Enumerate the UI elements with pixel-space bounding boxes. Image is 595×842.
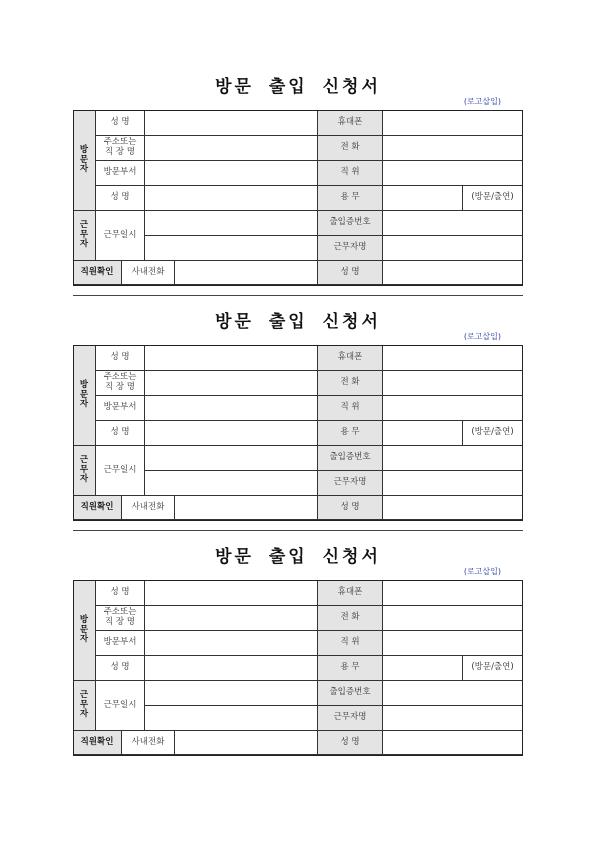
visitor-name-label: 성 명 (96, 346, 145, 371)
address-field[interactable] (145, 606, 318, 631)
business-field[interactable] (383, 186, 463, 211)
worker-group-label: 근 무 자 (73, 681, 96, 731)
mobile-label: 휴대폰 (318, 346, 383, 371)
worker-name-field[interactable] (383, 236, 523, 261)
worker-name-field[interactable] (383, 471, 523, 496)
form-title: 방문 출입 신청서 (215, 547, 381, 567)
position-label: 직 위 (318, 631, 383, 656)
mobile-label: 휴대폰 (318, 111, 383, 136)
host-name-field[interactable] (145, 421, 318, 446)
visitor-group-label: 방 문 자 (73, 111, 96, 211)
worker-name-field[interactable] (383, 706, 523, 731)
host-name-label: 성 명 (96, 186, 145, 211)
visitor-name-label: 성 명 (96, 111, 145, 136)
visitor-name-field[interactable] (145, 581, 318, 606)
business-option: (방문/출연) (463, 421, 523, 446)
staff-confirm-label: 직원확인 (73, 731, 122, 755)
address-label: 주소또는 직 장 명 (96, 606, 145, 631)
position-field[interactable] (383, 631, 523, 656)
staff-confirm-label: 직원확인 (73, 261, 122, 285)
work-datetime-label: 근무일시 (96, 681, 145, 731)
internal-phone-field[interactable] (175, 496, 318, 520)
phone-label: 전 화 (318, 136, 383, 161)
position-label: 직 위 (318, 161, 383, 186)
visit-dept-label: 방문부서 (96, 161, 145, 186)
logo-placeholder: (로고삽입) (463, 567, 501, 576)
work-datetime-label: 근무일시 (96, 211, 145, 261)
business-label: 용 무 (318, 421, 383, 446)
confirm-name-field[interactable] (383, 496, 523, 520)
logo-placeholder: (로고삽입) (463, 97, 501, 106)
mobile-field[interactable] (383, 581, 523, 606)
address-label: 주소또는 직 장 명 (96, 371, 145, 396)
host-name-field[interactable] (145, 656, 318, 681)
pass-number-label: 출입증번호 (318, 446, 383, 471)
staff-confirm-label: 직원확인 (73, 496, 122, 520)
confirm-name-label: 성 명 (318, 496, 383, 520)
phone-field[interactable] (383, 136, 523, 161)
confirm-name-field[interactable] (383, 731, 523, 755)
confirm-name-label: 성 명 (318, 731, 383, 755)
business-label: 용 무 (318, 186, 383, 211)
phone-label: 전 화 (318, 371, 383, 396)
phone-field[interactable] (383, 606, 523, 631)
business-label: 용 무 (318, 656, 383, 681)
pass-number-field[interactable] (383, 211, 523, 236)
work-datetime-field-2[interactable] (145, 471, 318, 496)
internal-phone-label: 사내전화 (122, 731, 175, 755)
visit-dept-label: 방문부서 (96, 396, 145, 421)
work-datetime-field-1[interactable] (145, 211, 318, 236)
business-option: (방문/출연) (463, 186, 523, 211)
form-title: 방문 출입 신청서 (215, 77, 381, 97)
host-name-field[interactable] (145, 186, 318, 211)
work-datetime-field-1[interactable] (145, 446, 318, 471)
form-divider (73, 295, 523, 296)
work-datetime-field-2[interactable] (145, 706, 318, 731)
pass-number-label: 출입증번호 (318, 681, 383, 706)
pass-number-label: 출입증번호 (318, 211, 383, 236)
work-datetime-field-2[interactable] (145, 236, 318, 261)
internal-phone-field[interactable] (175, 261, 318, 285)
visitor-group-label: 방 문 자 (73, 346, 96, 446)
internal-phone-label: 사내전화 (122, 261, 175, 285)
worker-name-label: 근무자명 (318, 706, 383, 731)
visit-dept-field[interactable] (145, 161, 318, 186)
address-label: 주소또는 직 장 명 (96, 136, 145, 161)
mobile-label: 휴대폰 (318, 581, 383, 606)
pass-number-field[interactable] (383, 446, 523, 471)
work-datetime-label: 근무일시 (96, 446, 145, 496)
visitor-name-field[interactable] (145, 111, 318, 136)
position-field[interactable] (383, 396, 523, 421)
position-label: 직 위 (318, 396, 383, 421)
worker-group-label: 근 무 자 (73, 211, 96, 261)
visitor-name-label: 성 명 (96, 581, 145, 606)
confirm-name-label: 성 명 (318, 261, 383, 285)
form-divider (73, 530, 523, 531)
visitor-group-label: 방 문 자 (73, 581, 96, 681)
mobile-field[interactable] (383, 346, 523, 371)
business-option: (방문/출연) (463, 656, 523, 681)
visitor-name-field[interactable] (145, 346, 318, 371)
visit-dept-label: 방문부서 (96, 631, 145, 656)
mobile-field[interactable] (383, 111, 523, 136)
business-field[interactable] (383, 421, 463, 446)
visit-dept-field[interactable] (145, 396, 318, 421)
visit-dept-field[interactable] (145, 631, 318, 656)
address-field[interactable] (145, 371, 318, 396)
phone-field[interactable] (383, 371, 523, 396)
host-name-label: 성 명 (96, 656, 145, 681)
position-field[interactable] (383, 161, 523, 186)
internal-phone-label: 사내전화 (122, 496, 175, 520)
business-field[interactable] (383, 656, 463, 681)
form-title: 방문 출입 신청서 (215, 312, 381, 332)
internal-phone-field[interactable] (175, 731, 318, 755)
work-datetime-field-1[interactable] (145, 681, 318, 706)
phone-label: 전 화 (318, 606, 383, 631)
address-field[interactable] (145, 136, 318, 161)
confirm-name-field[interactable] (383, 261, 523, 285)
worker-name-label: 근무자명 (318, 471, 383, 496)
logo-placeholder: (로고삽입) (463, 332, 501, 341)
host-name-label: 성 명 (96, 421, 145, 446)
worker-name-label: 근무자명 (318, 236, 383, 261)
pass-number-field[interactable] (383, 681, 523, 706)
worker-group-label: 근 무 자 (73, 446, 96, 496)
